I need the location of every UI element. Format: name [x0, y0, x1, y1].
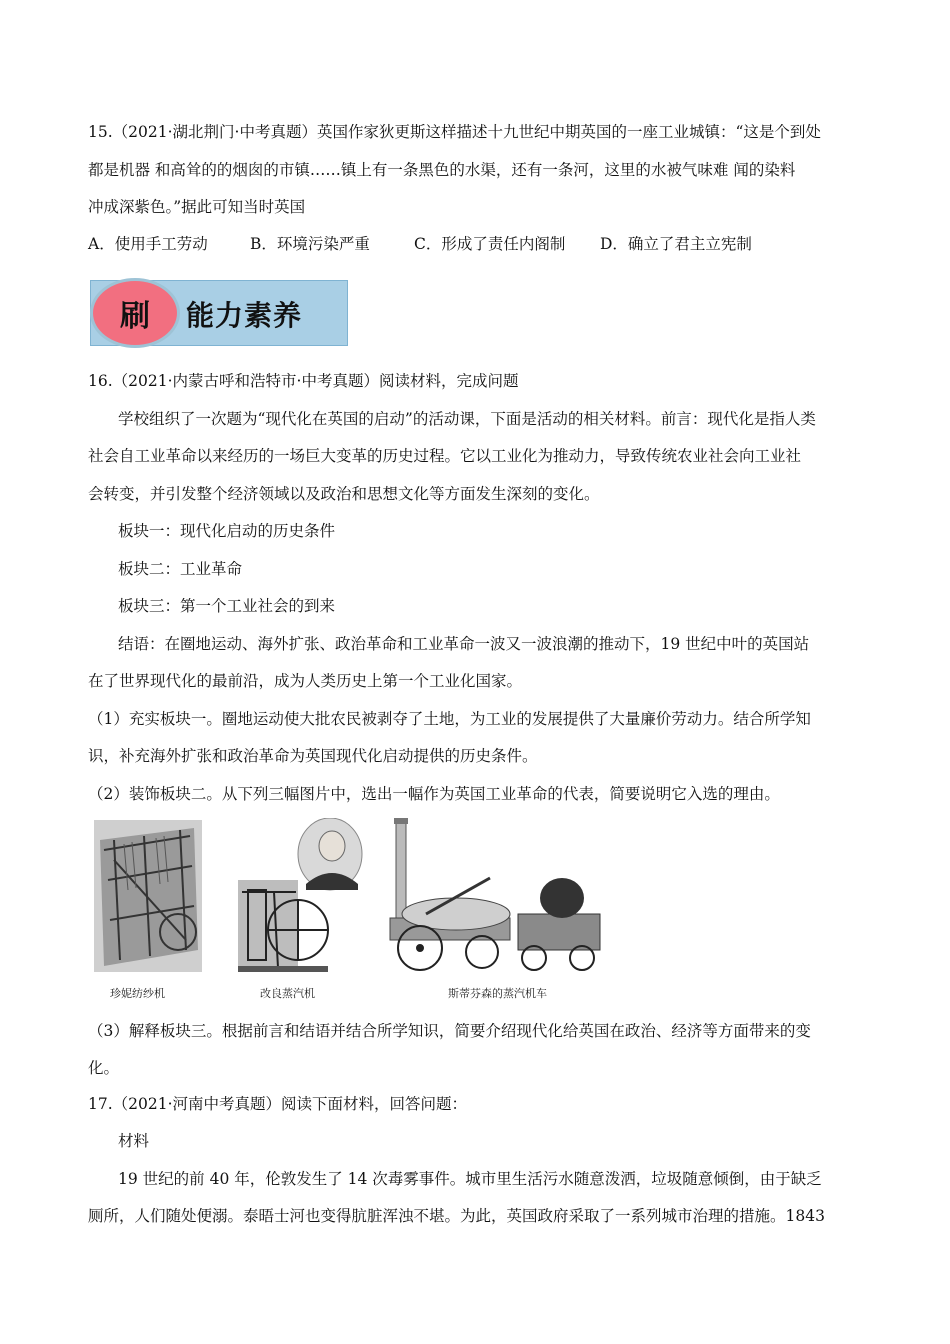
- q16-conclusion-line2: 在了世界现代化的最前沿，成为人类历史上第一个工业化国家。: [88, 672, 523, 690]
- section-banner: [90, 278, 348, 348]
- q15-stem-line3: 冲成深紫色。”据此可知当时英国: [88, 198, 306, 216]
- q16-intro-line2: 社会自工业革命以来经历的一场巨大变革的历史过程。它以工业化为推动力，导致传统农业社会向工业社: [88, 447, 802, 465]
- q15-option-a: A．使用手工劳动: [88, 235, 208, 253]
- q16-sub1-line1: （1）充实板块一。圈地运动使大批农民被剥夺了土地，为工业的发展提供了大量廉价劳动力。结合所学知: [88, 710, 811, 728]
- q16-intro-line3: 会转变，并引发整个经济领域以及政治和思想文化等方面发生深刻的变化。: [88, 485, 600, 503]
- q17-material-label: 材料: [118, 1132, 150, 1150]
- q15-option-d: D．确立了君主立宪制: [600, 235, 752, 253]
- caption-jenny: 珍妮纺纱机: [110, 987, 165, 1000]
- q16-header: 16.（2021·内蒙古呼和浩特市·中考真题）阅读材料，完成问题: [88, 372, 519, 390]
- q16-sub2: （2）装饰板块二。从下列三幅图片中，选出一幅作为英国工业革命的代表，简要说明它入选的理由。: [88, 785, 780, 803]
- q17-para-line2: 厕所，人们随处便溺。泰晤士河也变得肮脏浑浊不堪。为此，英国政府采取了一系列城市治理的措施。1843: [88, 1207, 825, 1225]
- banner-badge: 刷: [90, 278, 180, 348]
- q16-intro-line1: 学校组织了一次题为“现代化在英国的启动”的活动课，下面是活动的相关材料。前言：现代化是指人类: [118, 410, 816, 428]
- figures-strip: [90, 818, 610, 1008]
- q16-block2: 板块二：工业革命: [118, 560, 243, 578]
- spinning-jenny-image: [94, 820, 202, 972]
- q15-option-c: C．形成了责任内阁制: [414, 235, 566, 253]
- q15-stem-line1: 15.（2021·湖北荆门·中考真题）英国作家狄更斯这样描述十九世纪中期英国的一座工业城镇：“这是个到处: [88, 123, 821, 141]
- q15-stem-line2: 都是机器 和高耸的的烟囱的市镇……镇上有一条黑色的水渠，还有一条河，这里的水被气味难 闻的染料: [88, 161, 796, 179]
- q16-block1: 板块一：现代化启动的历史条件: [118, 522, 336, 540]
- q17-para-line1: 19 世纪的前 40 年，伦敦发生了 14 次毒雾事件。城市里生活污水随意泼洒，垃圾随意倾倒，由于缺乏: [118, 1170, 822, 1188]
- q16-block3: 板块三：第一个工业社会的到来: [118, 597, 336, 615]
- q16-sub1-line2: 识，补充海外扩张和政治革命为英国现代化启动提供的历史条件。: [88, 747, 538, 765]
- q16-sub3-line1: （3）解释板块三。根据前言和结语并结合所学知识，简要介绍现代化给英国在政治、经济等方面带来的变: [88, 1022, 811, 1040]
- q16-conclusion-line1: 结语：在圈地运动、海外扩张、政治革命和工业革命一波又一波浪潮的推动下，19 世纪中叶的英国站: [118, 635, 810, 653]
- q16-sub3-line2: 化。: [88, 1059, 120, 1077]
- caption-locomotive: 斯蒂芬森的蒸汽机车: [448, 987, 547, 1000]
- q15-option-b: B．环境污染严重: [250, 235, 370, 253]
- locomotive-image: [386, 818, 604, 974]
- caption-steam-engine: 改良蒸汽机: [260, 987, 315, 1000]
- q17-header: 17.（2021·河南中考真题）阅读下面材料，回答问题：: [88, 1095, 468, 1113]
- banner-title: 能力素养: [186, 299, 303, 332]
- steam-engine-image: [234, 818, 364, 974]
